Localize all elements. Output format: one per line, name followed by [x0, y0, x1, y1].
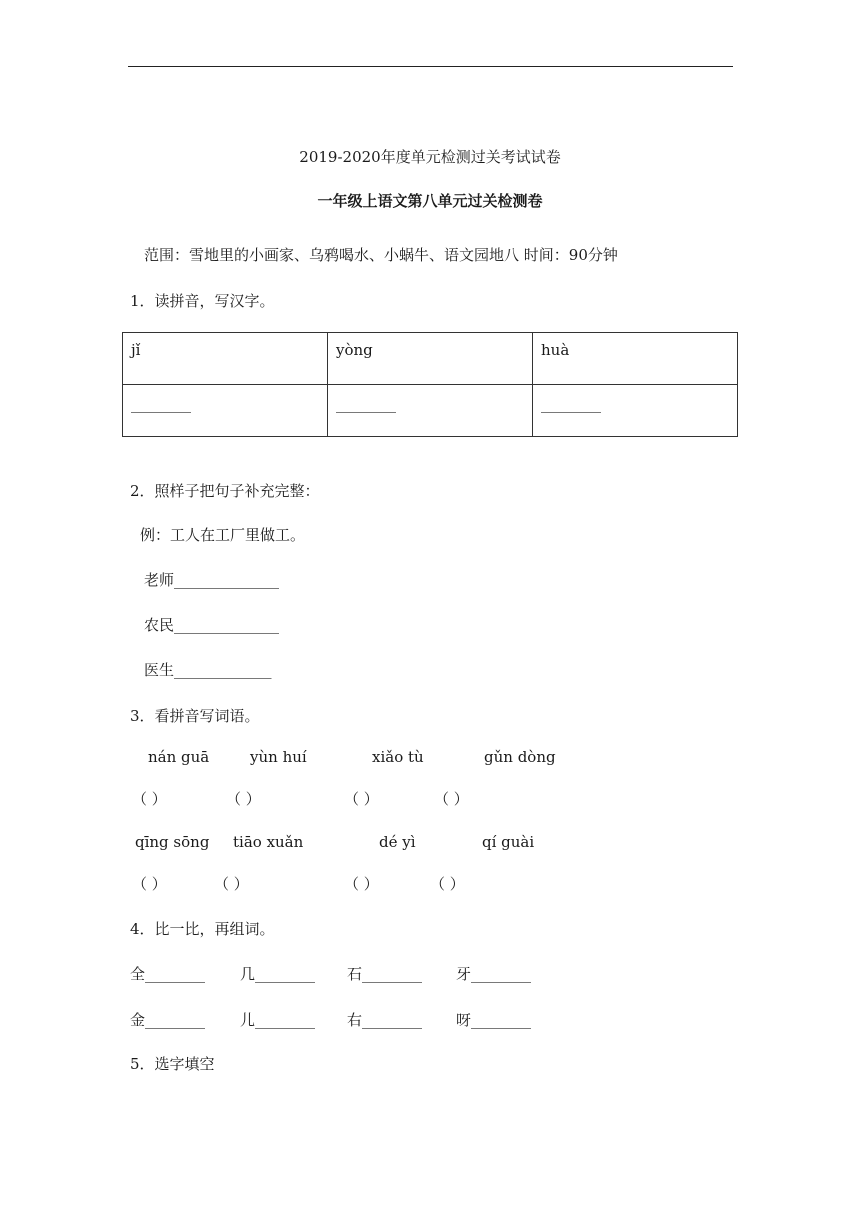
q3-pinyin: qīng sōng: [135, 833, 210, 851]
q4-word-blank[interactable]: 石________: [347, 965, 423, 983]
q1-table: [122, 332, 738, 437]
q4-word-blank[interactable]: 右________: [347, 1011, 423, 1029]
q4-word-blank[interactable]: 金________: [130, 1011, 206, 1029]
q3-answer-paren[interactable]: （ ）: [434, 790, 469, 808]
exam-title: 2019-2020年度单元检测过关考试试卷: [299, 148, 561, 166]
q4-word-blank[interactable]: 呀________: [456, 1011, 532, 1029]
q2-item-farmer[interactable]: 农民______________: [144, 616, 280, 634]
q1-answer-cell[interactable]: ________: [123, 385, 328, 437]
q4-heading: 4．比一比，再组词。: [130, 920, 275, 938]
header-rule: [128, 66, 733, 67]
q3-pinyin: yùn huí: [250, 748, 307, 766]
q2-item-doctor[interactable]: 医生_____________: [144, 661, 272, 679]
q3-answer-paren[interactable]: （ ）: [344, 790, 379, 808]
q1-heading: 1．读拼音，写汉字。: [130, 292, 275, 310]
q3-pinyin: xiǎo tù: [372, 748, 424, 766]
q1-pinyin-cell: huà: [533, 333, 738, 385]
q3-pinyin: gǔn dòng: [484, 748, 556, 766]
q1-pinyin-cell: yòng: [328, 333, 533, 385]
q3-answer-paren[interactable]: （ ）: [132, 790, 167, 808]
q3-pinyin: qí guài: [482, 833, 535, 851]
q3-answer-paren[interactable]: （ ）: [226, 790, 261, 808]
q1-pinyin-cell: jǐ: [123, 333, 328, 385]
q3-answer-paren[interactable]: （ ）: [430, 875, 465, 893]
q3-answer-paren[interactable]: （ ）: [344, 875, 379, 893]
q5-heading: 5．选字填空: [130, 1055, 215, 1073]
q3-heading: 3．看拼音写词语。: [130, 707, 260, 725]
q4-word-blank[interactable]: 几________: [240, 965, 316, 983]
q2-example: 例：工人在工厂里做工。: [140, 526, 306, 544]
q1-answer-cell[interactable]: ________: [328, 385, 533, 437]
q3-answer-paren[interactable]: （ ）: [132, 875, 167, 893]
q1-answer-cell[interactable]: ________: [533, 385, 738, 437]
q3-answer-paren[interactable]: （ ）: [214, 875, 249, 893]
q2-item-teacher[interactable]: 老师______________: [144, 571, 280, 589]
q3-pinyin: dé yì: [379, 833, 416, 851]
exam-subtitle: 一年级上语文第八单元过关检测卷: [317, 192, 543, 210]
q3-pinyin: tiāo xuǎn: [233, 833, 304, 851]
q4-word-blank[interactable]: 牙________: [456, 965, 532, 983]
q4-word-blank[interactable]: 全________: [130, 965, 206, 983]
exam-range-time: 范围：雪地里的小画家、乌鸦喝水、小蜗牛、语文园地八 时间：90分钟: [144, 246, 618, 264]
q2-heading: 2．照样子把句子补充完整：: [130, 482, 320, 500]
q4-word-blank[interactable]: 儿________: [240, 1011, 316, 1029]
q3-pinyin: nán guā: [148, 748, 210, 766]
